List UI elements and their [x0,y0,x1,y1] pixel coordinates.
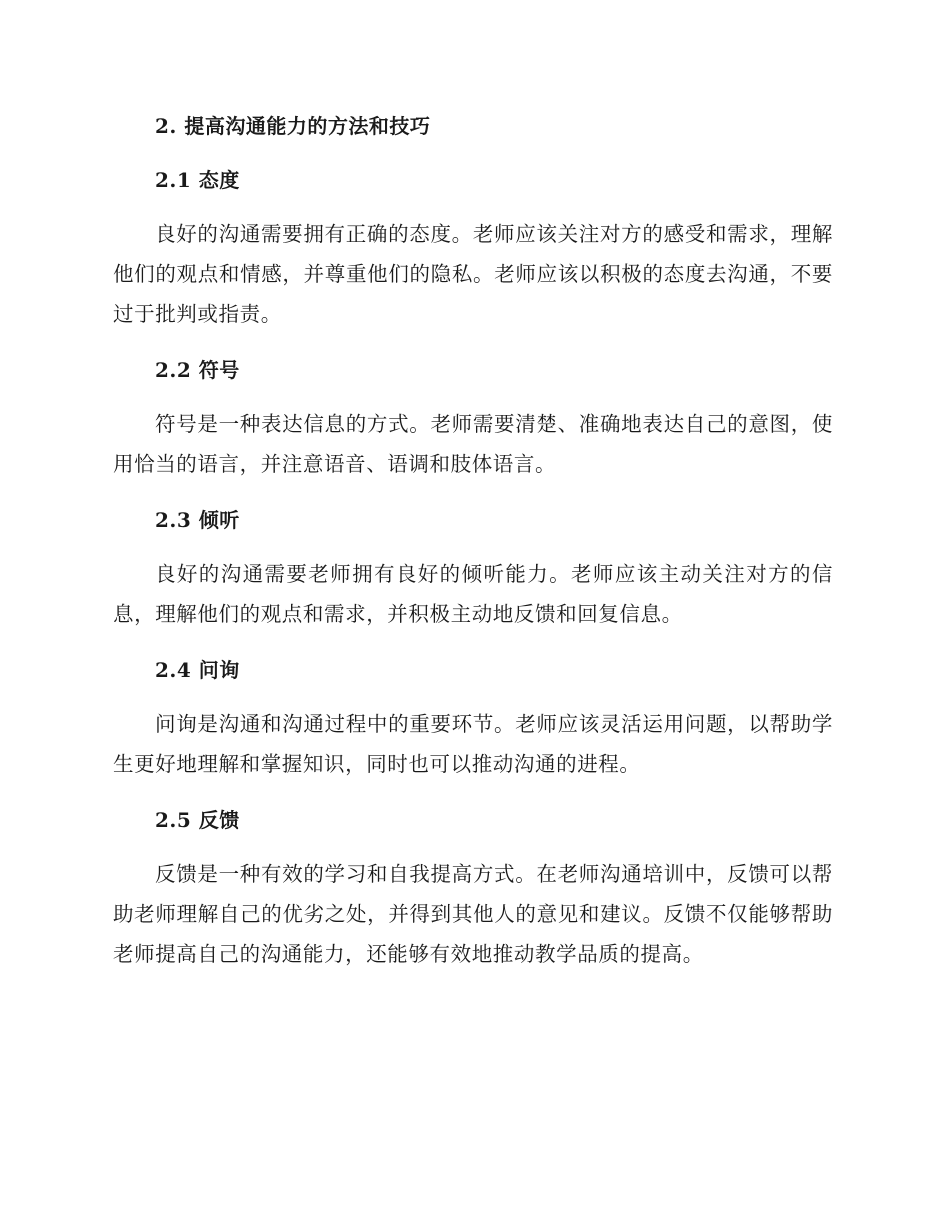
document-page [113,108,833,974]
section-heading: 2.5 反馈 [155,808,240,832]
section-paragraph: 良好的沟通需要老师拥有良好的倾听能力。老师应该主动关注对方的信息，理解他们的观点和需求，并积极主动地反馈和回复信息。 [113,562,833,626]
section-attitude [113,162,833,334]
section-title: 2. 提高沟通能力的方法和技巧 [155,114,431,138]
section-listening [113,502,833,634]
section-paragraph: 反馈是一种有效的学习和自我提高方式。在老师沟通培训中，反馈可以帮助老师理解自己的优劣之处，并得到其他人的意见和建议。反馈不仅能够帮助老师提高自己的沟通能力，还能够有效地推动教学品质的提高。 [113,862,833,966]
section-inquiry [113,652,833,784]
section-paragraph: 良好的沟通需要拥有正确的态度。老师应该关注对方的感受和需求，理解他们的观点和情感，并尊重他们的隐私。老师应该以积极的态度去沟通，不要过于批判或指责。 [113,222,833,326]
section-heading: 2.1 态度 [155,168,240,192]
section-heading: 2.3 倾听 [155,508,240,532]
section-heading: 2.4 问询 [155,658,240,682]
section-symbol [113,352,833,484]
section-paragraph: 符号是一种表达信息的方式。老师需要清楚、准确地表达自己的意图，使用恰当的语言，并注意语音、语调和肢体语言。 [113,412,833,476]
section-feedback [113,802,833,974]
section-paragraph: 问询是沟通和沟通过程中的重要环节。老师应该灵活运用问题，以帮助学生更好地理解和掌握知识，同时也可以推动沟通的进程。 [113,712,833,776]
section-heading: 2.2 符号 [155,358,240,382]
